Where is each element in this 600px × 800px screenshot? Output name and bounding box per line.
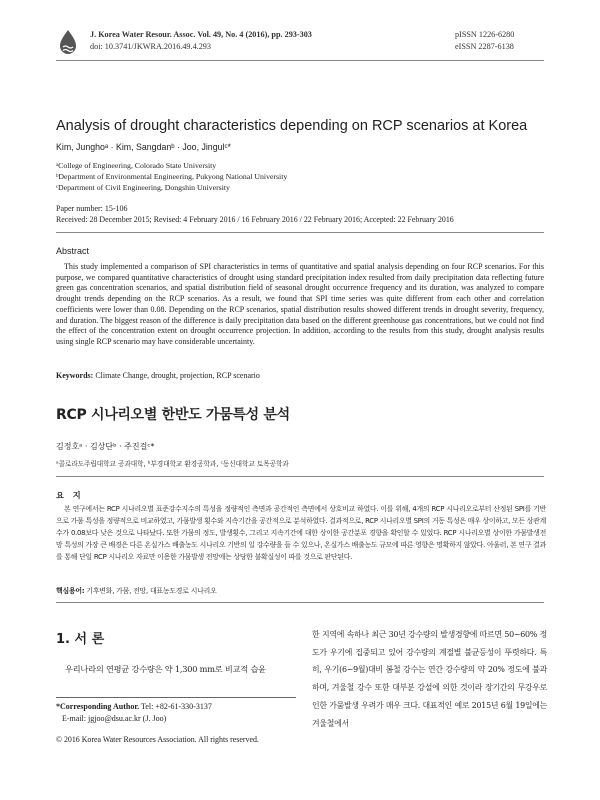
keywords-ko (56, 585, 217, 595)
pissn: pISSN 1226-6280 (455, 30, 515, 39)
keywords-ko-values: 기후변화, 가뭄, 전망, 대표농도경로 시나리오 (84, 587, 217, 595)
affiliation-a: ᵃCollege of Engineering, Colorado State University (56, 161, 217, 170)
paper-title-ko: RCP 시나리오별 한반도 가뭄특성 분석 (56, 407, 290, 423)
korean-abstract-text: 본 연구에서는 RCP 시나리오별 표준강수지수의 특성을 정량적인 측면과 공간적인 측면에서 상호비교 하였다. 이를 위해, 4개의 RCP 시나리오로부터 산정된 SPI를 기반으로 가뭄 특성을 정량적으로 비교하였고, 가뭄발생 횟수와 지속기간을 공간적으로 분석하였다. 결과적으로, RCP 시나리오별 SPI의 거동 특성은 매우 상이하고, 모든 상관계수가 0.08보다 낮은 것으로 나타났다. 또한 가뭄의 정도, 발생횟수, 그리고 지속기간에 대한 상이한 공간분포 경향을 확인할 수 있었다. RCP 시나리오별 상이한 가뭄발생전망 특성의 가장 큰 배경은 다른 온실가스 배출농도 시나리오 기반의 일 강수량을 들 수 있으나, 온실가스 배출농도 규모에 따른 영향은 명확하지 않았다. 아울러, 본 연구 결과를 통해 단일 RCP 시나리오 자료만 이용한 가뭄발생 전망에는 상당한 불확실성이 따를 것으로 판단된다. (56, 505, 546, 561)
keywords-values: Climate Change, drought, projection, RCP scenario (93, 371, 260, 380)
intro-left-column: 우리나라의 연평균 강수량은 약 1,300 mm로 비교적 습윤 (65, 664, 266, 674)
eissn: eISSN 2287-6138 (455, 42, 514, 51)
journal-header (90, 29, 312, 53)
corresponding-tel: Tel: +82-61-330-3137 (139, 702, 212, 711)
abstract-heading: Abstract (56, 246, 90, 256)
keywords-ko-label: 핵심용어: (56, 587, 85, 595)
footnote-rule (56, 697, 296, 698)
corresponding-email[interactable]: E-mail: jgjoo@dsu.ac.kr (J. Joo) (62, 714, 167, 723)
abstract-rule (56, 232, 544, 233)
issn-block (455, 29, 514, 53)
corresponding-author-footnote (56, 701, 212, 725)
keywords-en (56, 371, 260, 380)
abstract-text: This study implemented a comparison of SPI characteristics in terms of quantitative and spatial analysis depending on four RCP scenarios. For this purpose, we compared quantitative characteristics of drought using standard precipitation index resulted from daily precipitation data reflecting future green gas concentration scenarios, and spatial distribution field of seasonal drought occurrence frequency and its duration, was analyzed to compare drought trends depending on the RCP scenarios. As a result, we found that SPI time series was quite different from each other and correlation coefficients were lower than 0.08. Depending on the RCP scenarios, spatial distribution results showed different trends in drought severity, frequency, and duration. The biggest reason of the difference is daily precipitation data based on the different greenhouse gas concentrations, but we could not find the effect of the concentration extent on drought occurrence projection. In addition, according to the results from this study, drought analysis results using single RCP scenario may have considerable uncertainty. (56, 262, 544, 346)
received-dates: Received: 28 December 2015; Revised: 4 February 2016 / 16 February 2016 / 22 February 2016; Accepted: 22 February 2016 (56, 215, 454, 224)
affiliations-ko: ᵃ콜로라도주립대학교 공과대학, ᵇ부경대학교 환경공학과, ᶜ동신대학교 토목공학과 (56, 460, 289, 468)
journal-citation: J. Korea Water Resour. Assoc. Vol. 49, No. 4 (2016), pp. 293-303 (90, 30, 312, 39)
header-rule (56, 60, 544, 61)
authors-en: Kim, Junghoᵃ · Kim, Sangdanᵇ · Joo, Jingulᶜ* (56, 142, 231, 152)
paper-number: Paper number: 15-106 (56, 204, 128, 213)
keywords-label: Keywords: (56, 371, 94, 380)
affiliation-c: ᶜDepartment of Civil Engineering, Dongshin University (56, 183, 230, 192)
korean-abstract-heading: 요 지 (56, 490, 84, 500)
journal-logo (56, 28, 80, 58)
authors-ko: 김정호ᵃ · 김상단ᵇ · 주진걸ᶜ* (56, 442, 155, 451)
korean-abstract-rule (56, 476, 544, 477)
corresponding-label: *Corresponding Author. (56, 702, 140, 711)
affiliation-b: ᵇDepartment of Environmental Engineering, Pukyong National University (56, 172, 288, 181)
paper-title-en: Analysis of drought characteristics depending on RCP scenarios at Korea (56, 118, 528, 134)
section-heading-introduction: 1. 서 론 (56, 632, 105, 647)
doi[interactable]: doi: 10.3741/JKWRA.2016.49.4.293 (90, 42, 211, 51)
intro-right-column: 한 지역에 속하나 최근 30년 강수량의 발생경향에 따르면 50~60% 정도가 우기에 집중되고 있어 강수량의 계절별 불균등성이 뚜렷하다. 특히, 우기(6~9월)대비 봄철 강수는 연간 강수량의 약 20% 정도에 불과하며, 겨울철 강수 또한 대부분 강설에 의한 것이라 장기간의 무강우로 인한 가뭄발생 우려가 매우 크다. 대표적인 예로 2015년 6월 19일에는 겨울철에서 (312, 630, 547, 728)
body-rule (56, 602, 544, 603)
copyright-notice: © 2016 Korea Water Resources Association. All rights reserved. (56, 735, 259, 744)
